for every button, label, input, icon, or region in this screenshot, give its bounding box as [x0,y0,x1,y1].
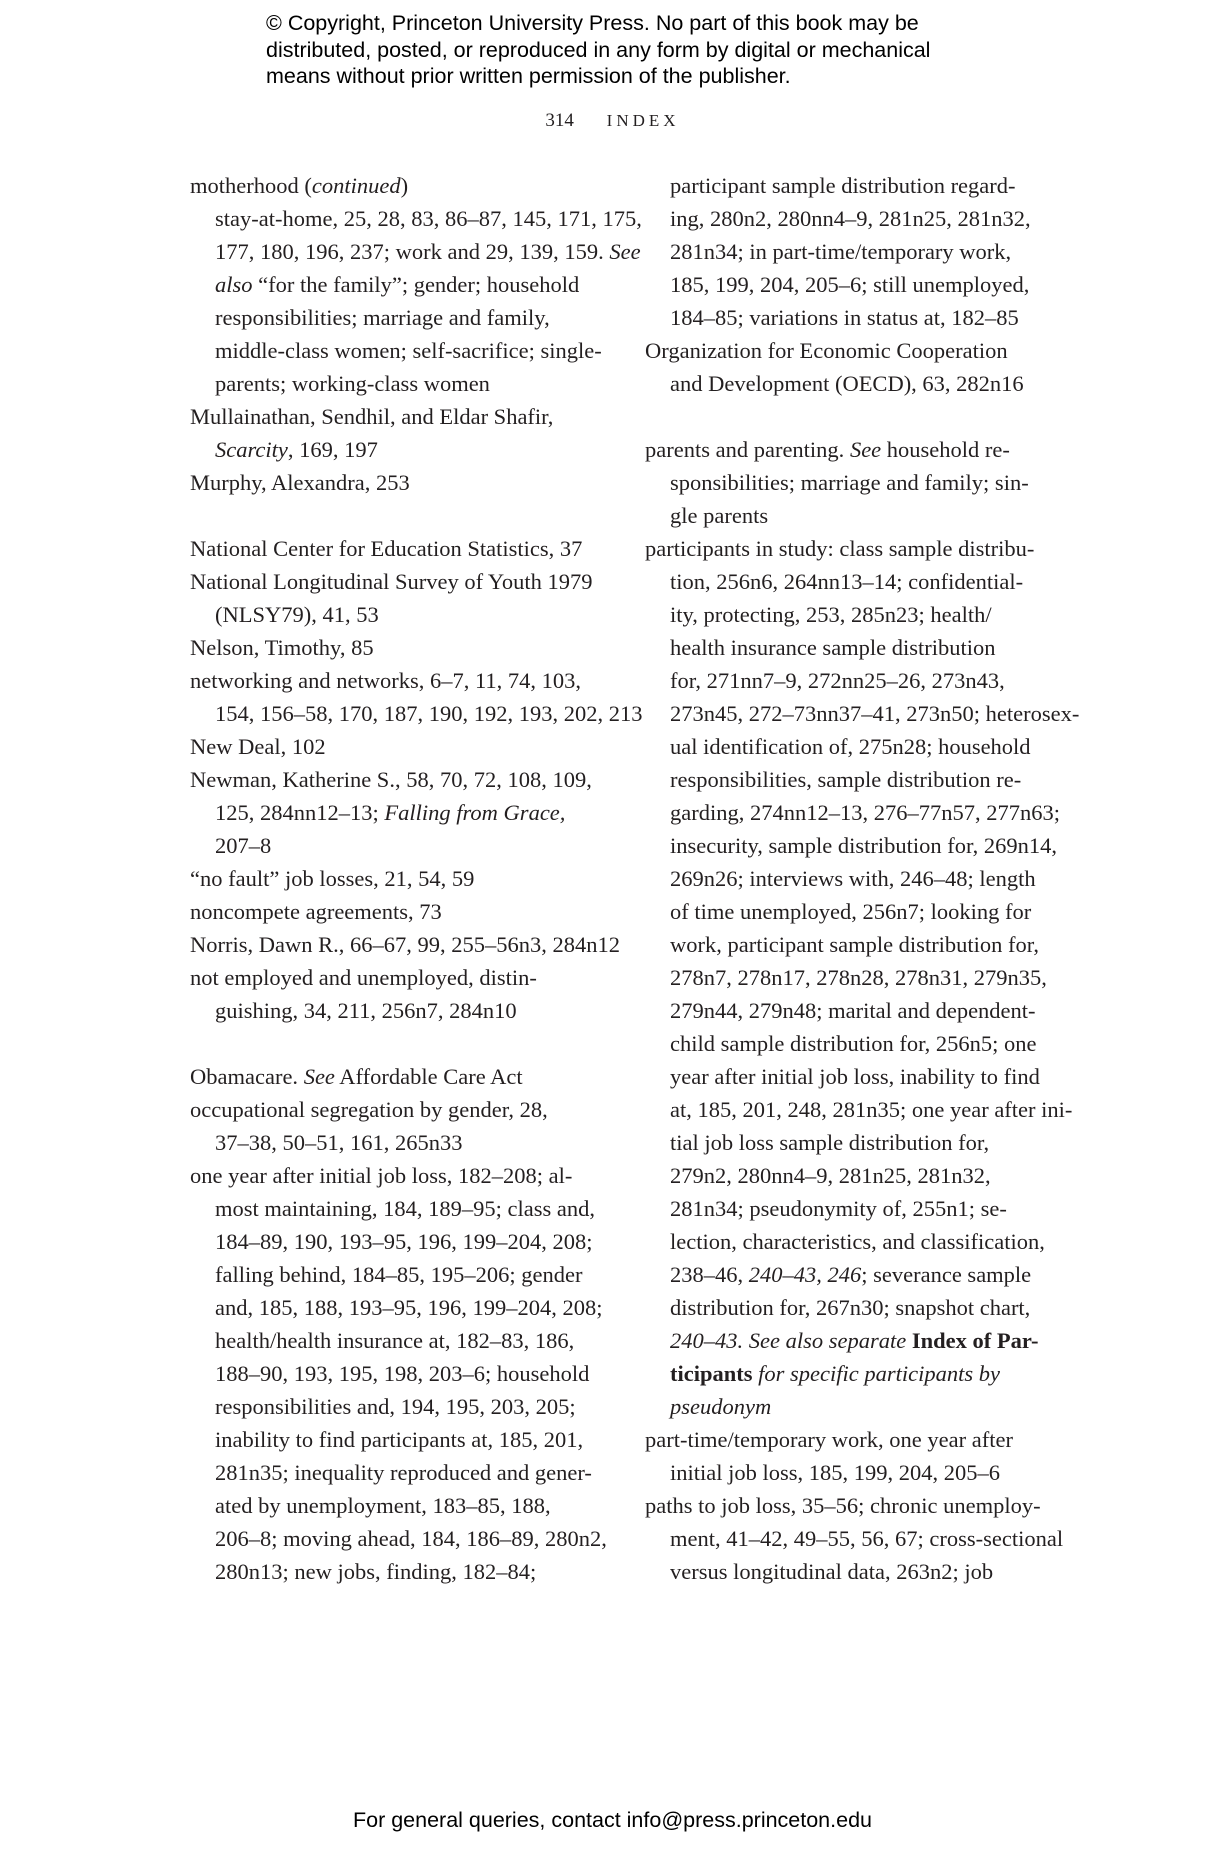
index-entry-continuation-line [190,1291,620,1324]
text-run: 278n7, 278n17, 278n28, 278n31, 279n35, [670,965,1047,990]
text-run: participant sample distribution regard- [670,173,1016,198]
running-head [0,110,1225,132]
index-entry-continuation-line [645,1126,1075,1159]
index-entry-continuation-line [190,367,620,400]
text-run: (NLSY79), 41, 53 [215,602,379,627]
index-column-right [645,169,1080,1588]
italic-text: Falling from Grace, [384,800,566,825]
text-run: of time unemployed, 256n7; looking for [670,899,1032,924]
index-entry-continuation-line [190,1258,620,1291]
letter-group-gap [190,1027,620,1060]
index-entry-continuation-line [645,466,1075,499]
text-run: 185, 199, 204, 205–6; still unemployed, [670,272,1030,297]
text-run: 184–89, 190, 193–95, 196, 199–204, 208; [215,1229,593,1254]
index-entry-continuation-line [645,565,1075,598]
index-entry-continuation-line [645,928,1075,961]
section-title: INDEX [606,111,680,130]
text-run: 125, 284nn12–13; [215,800,385,825]
index-entry-continuation-line [190,796,620,829]
text-run: tion, 256n6, 264nn13–14; confidential- [670,569,1024,594]
index-entry-heading-line [645,334,1075,367]
text-run: 177, 180, 196, 237; work and 29, 139, 159. [215,239,610,264]
text-run: Organization for Economic Cooperation [645,338,1008,363]
index-entry-continuation-line [190,994,620,1027]
index-entry-continuation-line [645,235,1075,268]
text-run: guishing, 34, 211, 256n7, 284n10 [215,998,517,1023]
index-entry-continuation-line [190,1390,620,1423]
italic-text: continued [311,173,401,198]
text-run: garding, 274nn12–13, 276–77n57, 277n63; [670,800,1060,825]
index-entry-heading-line [645,433,1075,466]
index-entry-continuation-line [645,1456,1075,1489]
italic-text: pseudonym [670,1394,772,1419]
letter-group-gap [190,499,620,532]
italic-text: 240–43. See also separate [670,1328,912,1353]
text-run: Murphy, Alexandra, 253 [190,470,410,495]
index-entry-heading-line [190,466,620,499]
text-run: not employed and unemployed, distin- [190,965,537,990]
index-entry-continuation-line [645,268,1075,301]
index-entry-continuation-line [190,1423,620,1456]
text-run: 281n34; in part-time/temporary work, [670,239,1012,264]
index-entry-continuation-line [190,1489,620,1522]
text-run: one year after initial job loss, 182–208; al- [190,1163,573,1188]
index-entry-continuation-line [645,697,1080,730]
text-run: most maintaining, 184, 189–95; class and, [215,1196,595,1221]
italic-text: See [849,437,882,462]
text-run: Newman, Katherine S., 58, 70, 72, 108, 109, [190,767,592,792]
index-entry-continuation-line [645,1060,1075,1093]
index-entry-heading-line [190,631,620,664]
index-entry-continuation-line [645,862,1075,895]
index-entry-continuation-line [645,202,1075,235]
index-entry-heading-line [190,730,620,763]
text-run: 37–38, 50–51, 161, 265n33 [215,1130,463,1155]
text-run: networking and networks, 6–7, 11, 74, 103, [190,668,581,693]
text-run: New Deal, 102 [190,734,326,759]
text-run: ing, 280n2, 280nn4–9, 281n25, 281n32, [670,206,1031,231]
text-run: 188–90, 193, 195, 198, 203–6; household [215,1361,590,1386]
text-run: 154, 156–58, 170, 187, 190, 192, 193, 202, 213 [215,701,643,726]
footer-contact: For general queries, contact info@press.princeton.edu [352,1808,872,1832]
index-entry-continuation-line [645,895,1075,928]
index-column-left [190,169,643,1588]
index-entry-continuation-line [190,235,641,268]
index-entry-heading-line [190,565,620,598]
index-entry-continuation-line [645,1192,1075,1225]
index-entry-continuation-line [190,433,620,466]
index-entry-continuation-line [645,1093,1075,1126]
index-entry-continuation-line [645,664,1075,697]
index-entry-continuation-line [645,499,1075,532]
copyright-line: © Copyright, Princeton University Press. No part of this book may be [266,11,919,35]
index-entry-continuation-line [645,1258,1075,1291]
index-entry-continuation-line [645,994,1075,1027]
index-entry-heading-line [190,664,620,697]
text-run: Affordable Care Act [334,1064,523,1089]
text-run: National Longitudinal Survey of Youth 1979 [190,569,593,594]
copyright-notice [266,10,986,90]
text-run: 279n44, 279n48; marital and dependent- [670,998,1036,1023]
italic-text: also [215,272,253,297]
text-run: Norris, Dawn R., 66–67, 99, 255–56n3, 284n12 [190,932,620,957]
index-entry-continuation-line [645,1522,1075,1555]
text-run: motherhood ( [190,173,312,198]
text-run: versus longitudinal data, 263n2; job [670,1559,994,1584]
text-run: Mullainathan, Sendhil, and Eldar Shafir, [190,404,554,429]
text-run: 206–8; moving ahead, 184, 186–89, 280n2, [215,1526,607,1551]
index-entry-continuation-line [645,301,1075,334]
index-entry-heading-line [190,1159,620,1192]
text-run: ) [400,173,409,198]
text-run: 238–46, [670,1262,749,1287]
text-run: ity, protecting, 253, 285n23; health/ [670,602,992,627]
index-entry-continuation-line [645,169,1075,202]
index-entry-heading-line [190,532,620,565]
text-run: work, participant sample distribution for, [670,932,1040,957]
index-entry-heading-line [190,895,620,928]
index-entry-continuation-line [190,1357,620,1390]
index-entry-heading-line [190,961,620,994]
text-run: 281n34; pseudonymity of, 255n1; se- [670,1196,1007,1221]
index-entry-heading-line [190,763,620,796]
text-run: 280n13; new jobs, finding, 182–84; [215,1559,537,1584]
text-run: and Development (OECD), 63, 282n16 [670,371,1024,396]
text-run: ment, 41–42, 49–55, 56, 67; cross-sectional [670,1526,1064,1551]
text-run: sponsibilities; marriage and family; sin- [670,470,1029,495]
copyright-line: means without prior written permission of the publisher. [266,64,791,88]
index-entry-continuation-line [645,631,1075,664]
index-entry-heading-line [190,928,620,961]
index-entry-heading-line [190,169,620,202]
copyright-line: distributed, posted, or reproduced in any form by digital or mechanical [266,37,931,62]
index-entry-continuation-line [190,202,642,235]
index-entry-continuation-line [190,1225,620,1258]
index-entry-heading-line [190,400,620,433]
index-entry-heading-line [645,1423,1075,1456]
index-entry-heading-line [190,1093,620,1126]
index-entry-continuation-line [190,598,620,631]
index-entry-continuation-line [645,961,1075,994]
text-run: 207–8 [215,833,272,858]
text-run: parents and parenting. [645,437,850,462]
text-run: “for the family”; gender; household [252,272,580,297]
text-run: 184–85; variations in status at, 182–85 [670,305,1019,330]
italic-text: See [303,1064,335,1089]
text-run: at, 185, 201, 248, 281n35; one year after ini- [670,1097,1073,1122]
text-run: 269n26; interviews with, 246–48; length [670,866,1036,891]
text-run: ated by unemployment, 183–85, 188, [215,1493,551,1518]
text-run: participants in study: class sample distribu- [645,536,1035,561]
text-run: year after initial job loss, inability to find [670,1064,1040,1089]
italic-text: for specific participants by [752,1361,1000,1386]
bold-text: Index of Par- [911,1328,1039,1353]
index-entry-continuation-line [190,1192,620,1225]
text-run: part-time/temporary work, one year after [645,1427,1013,1452]
text-run: “no fault” job losses, 21, 54, 59 [190,866,475,891]
index-entry-continuation-line [190,829,620,862]
index-entry-continuation-line [645,763,1075,796]
index-entry-continuation-line [190,697,643,730]
text-run: stay-at-home, 25, 28, 83, 86–87, 145, 171, 175, [215,206,642,231]
italic-text: See [609,239,641,264]
text-run: parents; working-class women [215,371,490,396]
text-run: Obamacare. [190,1064,304,1089]
letter-group-gap [645,400,1075,433]
text-run: ; severance sample [861,1262,1032,1287]
italic-text: 240–43, 246 [748,1262,862,1287]
index-entry-continuation-line [645,730,1075,763]
text-run: 273n45, 272–73nn37–41, 273n50; heterosex- [670,701,1080,726]
text-run: 281n35; inequality reproduced and gener- [215,1460,592,1485]
text-run: responsibilities; marriage and family, [215,305,550,330]
index-entry-heading-line [190,1060,620,1093]
index-entry-continuation-line [190,1522,620,1555]
text-run: initial job loss, 185, 199, 204, 205–6 [670,1460,1001,1485]
index-entry-continuation-line [190,1456,620,1489]
italic-text: Scarcity [215,437,288,462]
text-run: occupational segregation by gender, 28, [190,1097,548,1122]
index-entry-continuation-line [645,1225,1075,1258]
index-entry-continuation-line [190,1126,620,1159]
index-entry-heading-line [190,862,620,895]
index-entry-continuation-line [645,598,1075,631]
text-run: responsibilities and, 194, 195, 203, 205; [215,1394,576,1419]
text-run: for, 271nn7–9, 272nn25–26, 273n43, [670,668,1005,693]
text-run: paths to job loss, 35–56; chronic unemploy- [645,1493,1041,1518]
text-run: falling behind, 184–85, 195–206; gender [215,1262,583,1287]
text-run: Nelson, Timothy, 85 [190,635,374,660]
index-entry-continuation-line [645,796,1075,829]
index-entry-continuation-line [645,1390,1075,1423]
text-run: inability to find participants at, 185, 201, [215,1427,584,1452]
index-entry-continuation-line [645,1027,1075,1060]
index-entry-continuation-line [645,1291,1075,1324]
index-entry-continuation-line [645,829,1075,862]
index-entry-continuation-line [190,1555,620,1588]
index-entry-continuation-line [645,1324,1075,1357]
text-run: distribution for, 267n30; snapshot chart, [670,1295,1031,1320]
index-entry-continuation-line [645,1555,1075,1588]
text-run: middle-class women; self-sacrifice; single- [215,338,602,363]
text-run: lection, characteristics, and classification, [670,1229,1045,1254]
index-entry-continuation-line [190,301,620,334]
text-run: noncompete agreements, 73 [190,899,442,924]
text-run: 279n2, 280nn4–9, 281n25, 281n32, [670,1163,991,1188]
page-number: 314 [545,110,574,131]
index-entry-heading-line [645,1489,1075,1522]
text-run: household re- [881,437,1010,462]
index-entry-continuation-line [645,1357,1075,1390]
text-run: responsibilities, sample distribution re- [670,767,1022,792]
bold-text: ticipants [670,1361,753,1386]
index-entry-continuation-line [190,334,620,367]
text-run: insecurity, sample distribution for, 269n14, [670,833,1057,858]
text-run: National Center for Education Statistics, 37 [190,536,583,561]
text-run: health insurance sample distribution [670,635,996,660]
text-run: tial job loss sample distribution for, [670,1130,990,1155]
text-run: health/health insurance at, 182–83, 186, [215,1328,575,1353]
index-entry-heading-line [645,532,1075,565]
index-entry-continuation-line [190,1324,620,1357]
index-entry-continuation-line [645,367,1075,400]
text-run: and, 185, 188, 193–95, 196, 199–204, 208; [215,1295,603,1320]
text-run: ual identification of, 275n28; household [670,734,1031,759]
index-entry-continuation-line [645,1159,1075,1192]
text-run: , 169, 197 [287,437,378,462]
text-run: child sample distribution for, 256n5; one [670,1031,1037,1056]
index-entry-continuation-line [190,268,620,301]
text-run: gle parents [670,503,769,528]
